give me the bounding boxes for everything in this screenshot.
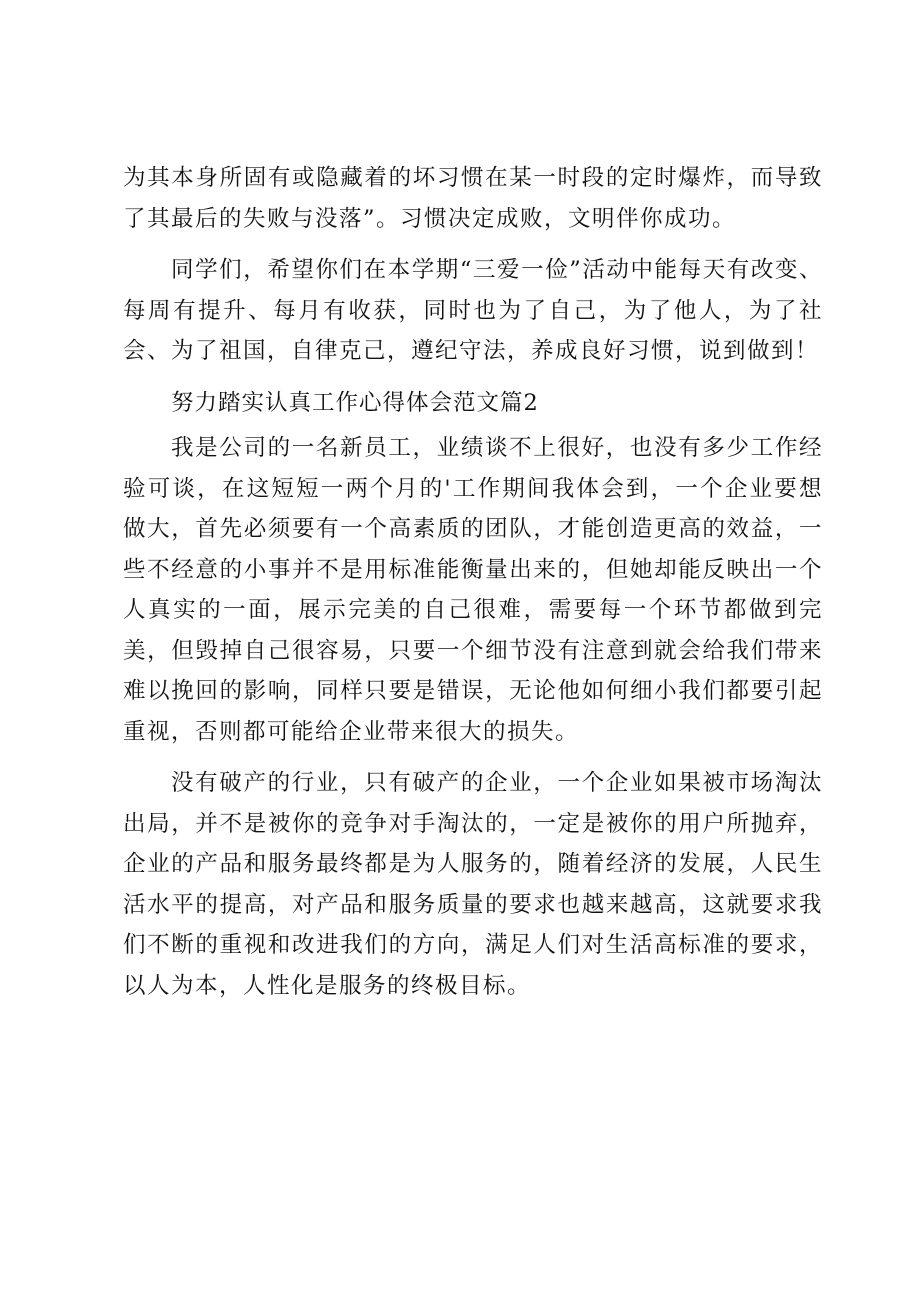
section-heading: 努力踏实认真工作心得体会范文篇2	[171, 389, 539, 416]
document-page	[123, 158, 823, 1006]
paragraph-enterprise: 没有破产的行业，只有破产的企业，一个企业如果被市场淘汰出局，并不是被你的竞争对手淘汰的，一定是被你的用户所抛弃，企业的产品和服务最终都是为人服务的，随着经济的发展，人民生活水平的提高，对产品和服务质量的要求也越来越高，这就要求我们不断的重视和改进我们的方向，满足人们对生活高标准的要求，以人为本，人性化是服务的终极目标。	[123, 770, 823, 999]
paragraph-new-employee: 我是公司的一名新员工，业绩谈不上很好，也没有多少工作经验可谈，在这短短一两个月的'工作期间我体会到，一个企业要想做大，首先必须要有一个高素质的团队，才能创造更高的效益，一些不经意的小事并不是用标准能衡量出来的，但她却能反映出一个人真实的一面，展示完美的自己很难，需要每一个环节都做到完美，但毁掉自己很容易，只要一个细节没有注意到就会给我们带来难以挽回的影响，同样只要是错误，无论他如何细小我们都要引起重视，否则都可能给企业带来很大的损失。	[123, 435, 823, 745]
paragraph-continued: 为其本身所固有或隐藏着的坏习惯在某一时段的定时爆炸，而导致了其最后的失败与没落”。习惯决定成败，文明伴你成功。	[123, 165, 823, 232]
paragraph-students: 同学们，希望你们在本学期“三爱一俭”活动中能每天有改变、每周有提升、每月有收获，同时也为了自己，为了他人，为了社会、为了祖国，自律克己，遵纪守法，养成良好习惯，说到做到！	[123, 257, 823, 364]
